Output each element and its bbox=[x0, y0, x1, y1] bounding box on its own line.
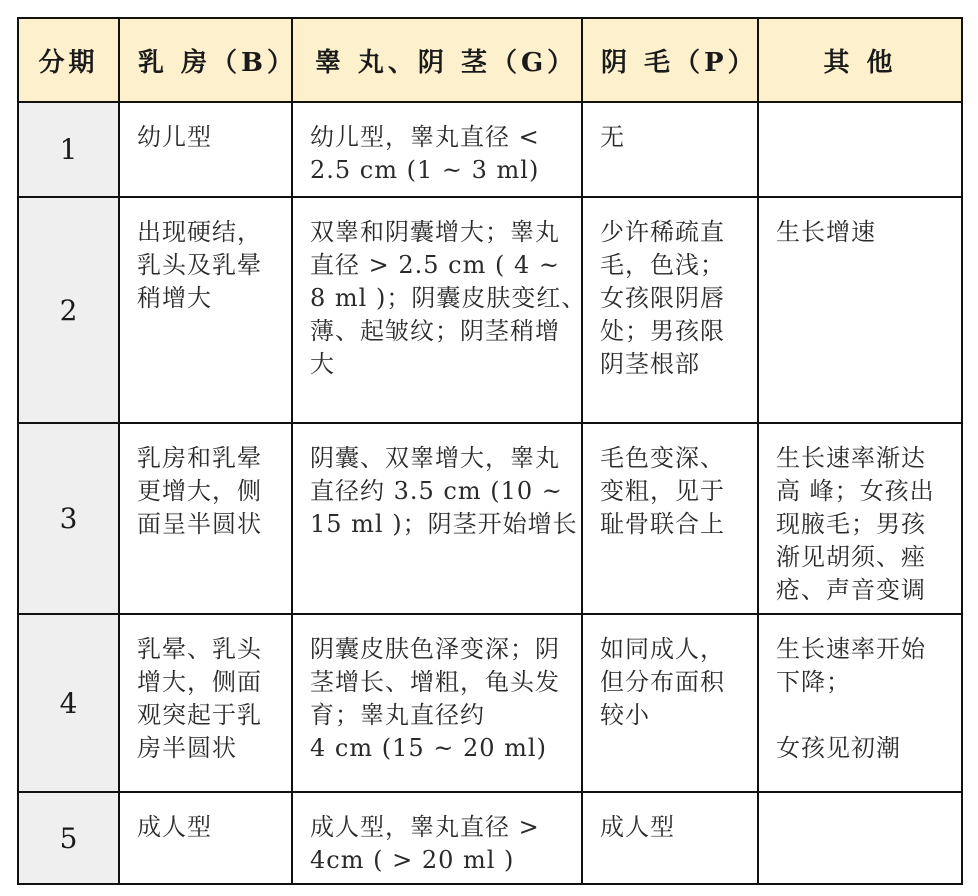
cell-text-line: 4 cm (15 ~ 20 ml) bbox=[310, 734, 547, 762]
table-row bbox=[18, 102, 962, 197]
cell-text-line bbox=[776, 699, 951, 732]
breast-cell bbox=[119, 792, 292, 884]
genital-cell bbox=[292, 423, 582, 614]
breast-cell bbox=[119, 197, 292, 423]
cell-text-line: 女孩见初潮 bbox=[776, 734, 901, 762]
cell-text-line: 出现硬结， bbox=[137, 218, 262, 246]
cell-text-line: 变粗，见于 bbox=[600, 477, 725, 505]
header-breast: 乳 房（B） bbox=[119, 18, 292, 102]
cell-text-line: 幼儿型，睾丸直径 < bbox=[310, 123, 540, 151]
cell-text-line: 乳房和乳晕 bbox=[137, 444, 262, 472]
header-genital: 睾 丸、阴 茎（G） bbox=[292, 18, 582, 102]
cell-text-line: 8 ml )；阴囊皮肤变红、 bbox=[310, 284, 587, 312]
cell-text-line: 生长速率开始 bbox=[776, 635, 926, 663]
table-row bbox=[18, 423, 962, 614]
cell-text-line: 成人型 bbox=[600, 813, 675, 841]
header-pubic-hair: 阴 毛（P） bbox=[582, 18, 758, 102]
cell-text-line: 2.5 cm (1 ~ 3 ml) bbox=[310, 156, 540, 184]
other-cell bbox=[758, 792, 962, 884]
genital-cell bbox=[292, 197, 587, 423]
cell-text-line: 15 ml )；阴茎开始增长 bbox=[310, 510, 578, 538]
cell-text-line: 渐见胡须、痤 bbox=[776, 543, 926, 571]
cell-text-line: 阴囊皮肤色泽变深；阴 bbox=[310, 635, 560, 663]
cell-text-line: 无 bbox=[600, 123, 625, 151]
pubic-hair-cell bbox=[582, 102, 758, 197]
cell-text-line: 直径约 3.5 cm (10 ~ bbox=[310, 477, 563, 505]
header-stage: 分期 bbox=[18, 18, 119, 102]
cell-text-line: 直径 > 2.5 cm ( 4 ~ bbox=[310, 251, 560, 279]
cell-text-line: 女孩限阴唇 bbox=[600, 284, 725, 312]
table-row bbox=[18, 197, 962, 423]
cell-text-line: 阴茎根部 bbox=[600, 350, 700, 378]
cell-text-line: 薄、起皱纹；阴茎稍增 bbox=[310, 317, 560, 345]
breast-cell bbox=[119, 102, 292, 197]
table-header-row bbox=[18, 18, 962, 102]
cell-text-line: 但分布面积 bbox=[600, 668, 725, 696]
puberty-stage-table bbox=[17, 17, 963, 885]
other-cell bbox=[758, 614, 962, 792]
cell-text-line: 生长速率渐达 bbox=[776, 444, 926, 472]
cell-text-line: 生长增速 bbox=[776, 218, 876, 246]
stage-number-cell: 5 bbox=[18, 792, 119, 884]
cell-text-line: 耻骨联合上 bbox=[600, 510, 725, 538]
stage-number-cell: 2 bbox=[18, 197, 119, 423]
genital-cell bbox=[292, 792, 582, 884]
header-other: 其 他 bbox=[758, 18, 962, 102]
cell-text-line: 增大，侧面 bbox=[137, 668, 262, 696]
cell-text-line: 下降； bbox=[776, 668, 851, 696]
cell-text-line: 幼儿型 bbox=[137, 123, 212, 151]
stage-number-cell: 3 bbox=[18, 423, 119, 614]
cell-text-line: 如同成人， bbox=[600, 635, 725, 663]
table-row bbox=[18, 614, 962, 792]
cell-text-line: 双睾和阴囊增大；睾丸 bbox=[310, 218, 560, 246]
cell-text-line: 稍增大 bbox=[137, 284, 212, 312]
cell-text-line: 面呈半圆状 bbox=[137, 510, 262, 538]
cell-text-line: 疮、声音变调 bbox=[776, 576, 926, 604]
cell-text-line: 成人型 bbox=[137, 813, 212, 841]
genital-cell bbox=[292, 102, 582, 197]
pubic-hair-cell bbox=[582, 792, 758, 884]
cell-text-line: 4cm ( > 20 ml ) bbox=[310, 846, 515, 874]
cell-text-line: 房半圆状 bbox=[137, 734, 237, 762]
pubic-hair-cell bbox=[582, 614, 758, 792]
other-cell bbox=[758, 197, 962, 423]
cell-text-line: 现腋毛；男孩 bbox=[776, 510, 926, 538]
cell-text-line: 少许稀疏直 bbox=[600, 218, 725, 246]
cell-text-line: 更增大，侧 bbox=[137, 477, 262, 505]
cell-text-line: 高 峰；女孩出 bbox=[776, 477, 935, 505]
pubic-hair-cell bbox=[582, 423, 758, 614]
cell-text-line: 大 bbox=[310, 350, 335, 378]
cell-text-line: 茎增长、增粗，龟头发 bbox=[310, 668, 560, 696]
cell-text-line: 育；睾丸直径约 bbox=[310, 701, 485, 729]
stage-number-cell: 1 bbox=[18, 102, 119, 197]
cell-text-line: 阴囊、双睾增大，睾丸 bbox=[310, 444, 560, 472]
cell-text-line: 较小 bbox=[600, 701, 650, 729]
stage-number-cell: 4 bbox=[18, 614, 119, 792]
pubic-hair-cell bbox=[582, 197, 758, 423]
cell-text-line: 乳晕、乳头 bbox=[137, 635, 262, 663]
breast-cell bbox=[119, 614, 292, 792]
cell-text-line: 处；男孩限 bbox=[600, 317, 725, 345]
cell-text-line: 乳头及乳晕 bbox=[137, 251, 262, 279]
cell-text-line: 毛色变深、 bbox=[600, 444, 725, 472]
breast-cell bbox=[119, 423, 292, 614]
table-row bbox=[18, 792, 962, 884]
other-cell bbox=[758, 423, 962, 614]
genital-cell bbox=[292, 614, 582, 792]
other-cell bbox=[758, 102, 962, 197]
cell-text-line: 毛，色浅； bbox=[600, 251, 725, 279]
cell-text-line: 成人型，睾丸直径 > bbox=[310, 813, 540, 841]
cell-text-line: 观突起于乳 bbox=[137, 701, 262, 729]
